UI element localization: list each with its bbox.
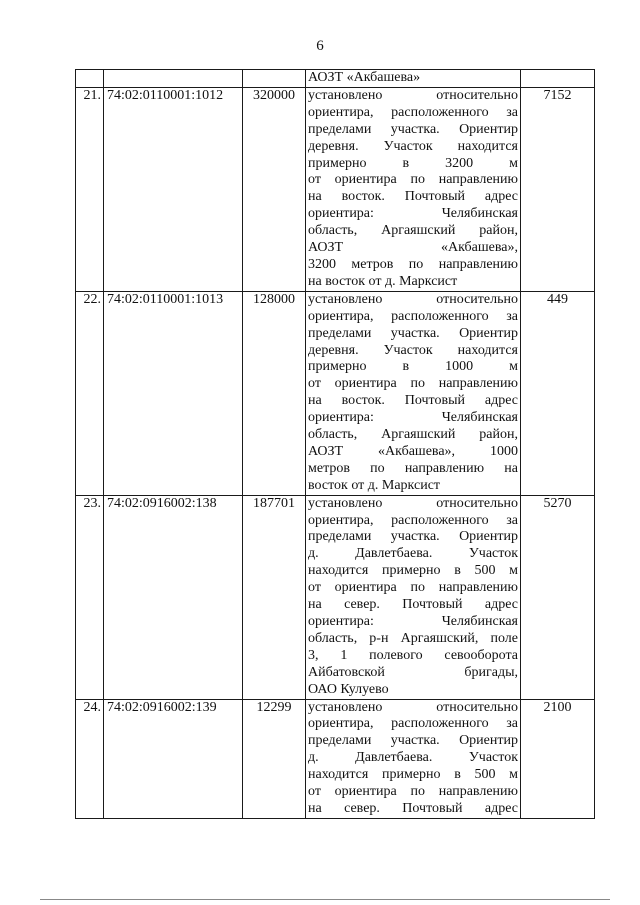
value-amount: 7152 <box>521 87 595 291</box>
area-value: 320000 <box>243 87 306 291</box>
area-value: 12299 <box>243 699 306 818</box>
bottom-divider <box>40 899 610 900</box>
value-cell <box>521 70 595 88</box>
cadastral-number: 74:02:0110001:1013 <box>104 291 243 495</box>
description-line: на восток. Почтовый адрес <box>308 189 518 205</box>
description-line: установлено относительно <box>308 291 518 307</box>
cadastral-number: 74:02:0916002:139 <box>104 699 243 818</box>
row-number: 23. <box>76 495 104 699</box>
cadastral-number-cell <box>104 70 243 88</box>
description-line: 3, 1 полевого севооборота <box>308 647 518 663</box>
cadastral-number: 74:02:0916002:138 <box>104 495 243 699</box>
description-line: пределами участка. Ориентир <box>308 325 518 341</box>
description-line: на восток от д. Марксист <box>308 273 458 289</box>
description-line: от ориентира по направлению <box>308 580 518 596</box>
description-line: установлено относительно <box>308 87 518 103</box>
row-number: 22. <box>76 291 104 495</box>
description-line: деревня. Участок находится <box>308 138 518 154</box>
description-line: пределами участка. Ориентир <box>308 733 518 749</box>
description-line: от ориентира по направлению <box>308 784 518 800</box>
description-line: д. Давлетбаева. Участок <box>308 750 518 766</box>
description-line: Айбатовской бригады, <box>308 664 518 680</box>
description-line: ориентира, расположенного за <box>308 308 518 324</box>
description-line: от ориентира по направлению <box>308 376 518 392</box>
description-line: АОЗТ «Акбашева», <box>308 240 518 256</box>
value-amount: 2100 <box>521 699 595 818</box>
description-line: на север. Почтовый адрес <box>308 597 518 613</box>
table-row <box>76 291 595 495</box>
description-line: примерно в 3200 м <box>308 155 518 171</box>
description-line: находится примерно в 500 м <box>308 563 518 579</box>
location-description <box>306 87 521 291</box>
description-line: АОЗТ «Акбашева» <box>308 70 421 85</box>
area-cell <box>243 70 306 88</box>
description-line: ориентира, расположенного за <box>308 512 518 528</box>
location-description <box>306 699 521 818</box>
location-description <box>306 291 521 495</box>
row-number-cell <box>76 70 104 88</box>
description-line: ориентира: Челябинская <box>308 614 518 629</box>
page-number: 6 <box>316 38 324 54</box>
area-value: 187701 <box>243 495 306 699</box>
description-line: АОЗТ «Акбашева», 1000 <box>308 443 518 459</box>
area-value: 128000 <box>243 291 306 495</box>
description-line: от ориентира по направлению <box>308 172 518 188</box>
row-number: 24. <box>76 699 104 818</box>
description-line: на север. Почтовый адрес <box>308 800 518 816</box>
description-line: деревня. Участок находится <box>308 342 518 358</box>
table-row <box>76 495 595 699</box>
description-line: установлено относительно <box>308 495 518 511</box>
value-amount: 5270 <box>521 495 595 699</box>
description-line: область, р-н Аргаяшский, поле <box>308 630 518 646</box>
description-line: д. Давлетбаева. Участок <box>308 546 518 562</box>
table-row-continuation <box>76 70 595 88</box>
description-line: восток от д. Марксист <box>308 477 441 493</box>
description-line: примерно в 1000 м <box>308 359 518 375</box>
row-number: 21. <box>76 87 104 291</box>
table-row <box>76 87 595 291</box>
description-line: находится примерно в 500 м <box>308 767 518 783</box>
cadastral-number: 74:02:0110001:1012 <box>104 87 243 291</box>
value-amount: 449 <box>521 291 595 495</box>
table-row <box>76 699 595 818</box>
description-line: на восток. Почтовый адрес <box>308 393 518 409</box>
description-line: пределами участка. Ориентир <box>308 121 518 137</box>
land-plot-table <box>75 69 595 819</box>
description-line: ориентира: Челябинская <box>308 410 518 426</box>
description-line: ориентира, расположенного за <box>308 716 518 732</box>
description-line: метров по направлению на <box>308 460 518 476</box>
description-line: область, Аргаяшский район, <box>308 223 518 239</box>
description-line: ориентира: Челябинская <box>308 206 518 222</box>
location-description <box>306 495 521 699</box>
description-line: область, Аргаяшский район, <box>308 427 518 443</box>
description-line: 3200 метров по направлению <box>308 256 518 272</box>
description-line: пределами участка. Ориентир <box>308 529 518 545</box>
description-line: установлено относительно <box>308 699 518 715</box>
description-line: ОАО Кулуево <box>308 681 389 697</box>
location-description-cell <box>306 70 521 88</box>
description-line: ориентира, расположенного за <box>308 104 518 120</box>
